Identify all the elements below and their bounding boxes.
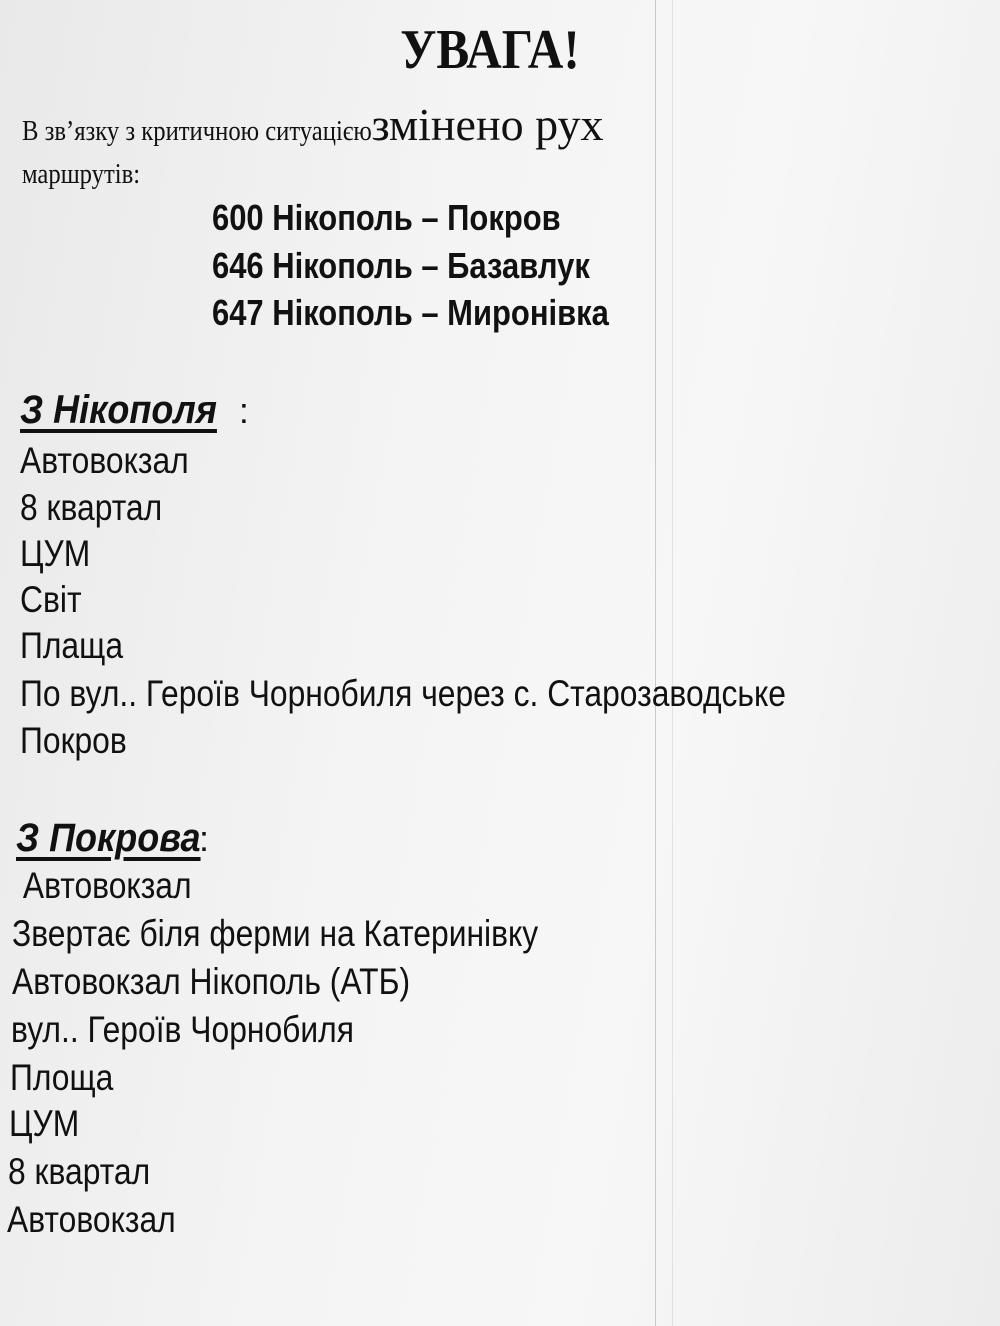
intro-line	[22, 99, 604, 150]
route-item: 600 Нікополь – Покров	[212, 197, 561, 238]
stop-item: Автовокзал Нікополь (АТБ)	[12, 961, 411, 1002]
section-heading: З Покрова	[16, 816, 201, 860]
stop-item: ЦУМ	[9, 1103, 80, 1144]
heading-colon: :	[228, 390, 249, 431]
stop-item: Автовокзал	[14, 865, 192, 906]
stop-item: Світ	[20, 579, 82, 620]
stop-item: Покров	[20, 720, 127, 761]
stop-item: 8 квартал	[20, 487, 163, 528]
stop-item: 8 квартал	[8, 1151, 151, 1192]
heading-colon: :	[199, 818, 210, 859]
paper-fold	[655, 0, 656, 1326]
section-from-nikopol	[20, 390, 249, 430]
intro-emphasis: змінено рух	[371, 99, 604, 150]
section-from-pokrov	[16, 818, 209, 858]
route-item: 647 Нікополь – Миронівка	[212, 292, 609, 333]
paper-fold	[672, 0, 673, 1326]
stop-item: Автовокзал	[7, 1199, 176, 1240]
stop-item: ЦУМ	[20, 533, 91, 574]
stop-item: вул.. Героїв Чорнобиля	[11, 1009, 354, 1050]
stop-item: Звертає біля ферми на Катеринівку	[12, 913, 539, 954]
intro-text: В зв’язку з критичною ситуацією	[22, 115, 372, 147]
stop-item: По вул.. Героїв Чорнобиля через с. Старозаводське	[20, 673, 786, 714]
stop-item: Плаща	[20, 625, 124, 666]
section-heading: З Нікополя	[20, 388, 217, 432]
route-item: 646 Нікополь – Базавлук	[212, 245, 590, 286]
intro-line-2: маршрутів:	[22, 158, 141, 190]
notice-title: УВАГА!	[400, 19, 580, 81]
stop-item: Площа	[10, 1057, 114, 1098]
stop-item: Автовокзал	[20, 440, 189, 481]
